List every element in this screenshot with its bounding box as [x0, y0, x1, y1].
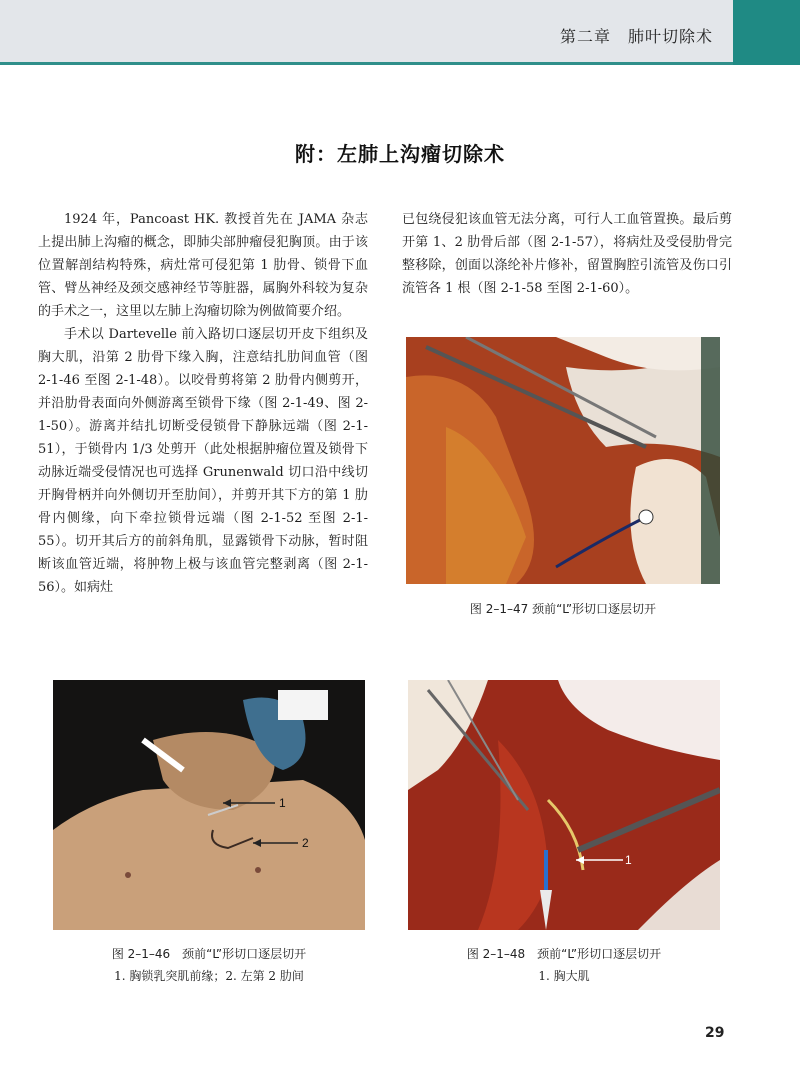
callout-label-1: 1 — [279, 796, 286, 810]
page-number: 29 — [705, 1025, 725, 1041]
body-paragraph: 手术以 Dartevelle 前入路切口逐层切开皮下组织及胸大肌，沿第 2 肋骨下缘入胸，注意结扎肋间血管（图 2-1-46 至图 2-1-48）。以咬骨剪将第 2 肋骨内侧剪开，并沿肋骨表面向外侧游离至锁骨下缘（图 2-1-49、图 2-1-50）。游离并结扎切断受侵锁骨下静脉远端（图 2-1-51），于锁骨内 1/3 处剪开（此处根据肿瘤位置及锁骨下动脉近端受侵情况也可选择 Grunenwald 切口沿中线切开胸骨柄并向外侧切开至肋间），并剪开其下方的第 1 肋骨内侧缘，向下牵拉锁骨远端（图 2-1-52 至图 2-1-55）。切开其后方的前斜角肌，显露锁骨下动脉，暂时阻断该血管近端，将肿物上极与该血管完整剥离（图 2-1-56）。如病灶 — [38, 327, 368, 595]
figure-caption: 图 2–1–48 颈前“L”形切口逐层切开 — [466, 947, 662, 961]
surgical-field-illustration — [408, 680, 720, 930]
surgical-photo-fig-2-1-48 — [408, 680, 720, 930]
patient-chest-illustration — [53, 680, 365, 930]
figure-caption: 图 2–1–47 颈前“L”形切口逐层切开 — [469, 602, 657, 616]
surgical-photo-fig-2-1-46 — [53, 680, 365, 930]
body-column-left — [38, 208, 368, 599]
body-column-right — [402, 208, 732, 300]
body-paragraph: 1924 年，Pancoast HK. 教授首先在 JAMA 杂志上提出肺上沟瘤的概念，即肺尖部肿瘤侵犯胸顶。由于该位置解剖结构特殊，病灶常可侵犯第 1 肋骨、锁骨下血管、臂丛神经及颈交感神经节等脏器，属胸外科较为复杂的手术之一，这里以左肺上沟瘤切除为例做简要介绍。 — [38, 212, 368, 319]
running-header-rule — [0, 62, 733, 65]
section-title: 附：左肺上沟瘤切除术 — [295, 142, 505, 166]
callout-label-1: 1 — [625, 853, 632, 867]
callout-label-2: 2 — [302, 836, 309, 850]
figure-subcaption: 1. 胸大肌 — [538, 969, 590, 983]
figure-caption: 图 2–1–46 颈前“L”形切口逐层切开 — [111, 947, 307, 961]
chapter-color-tab — [733, 0, 800, 65]
surgical-photo-fig-2-1-47 — [406, 337, 720, 584]
body-paragraph: 已包绕侵犯该血管无法分离，可行人工血管置换。最后剪开第 1、2 肋骨后部（图 2-1-57），将病灶及受侵肋骨完整移除，创面以涤纶补片修补，留置胸腔引流管及伤口引流管各 1 根（图 2-1-58 至图 2-1-60）。 — [402, 212, 732, 296]
figure-subcaption: 1. 胸锁乳突肌前缘；2. 左第 2 肋间 — [114, 969, 304, 983]
chapter-title: 第二章 肺叶切除术 — [560, 27, 714, 46]
surgical-photo-illustration — [406, 337, 720, 584]
